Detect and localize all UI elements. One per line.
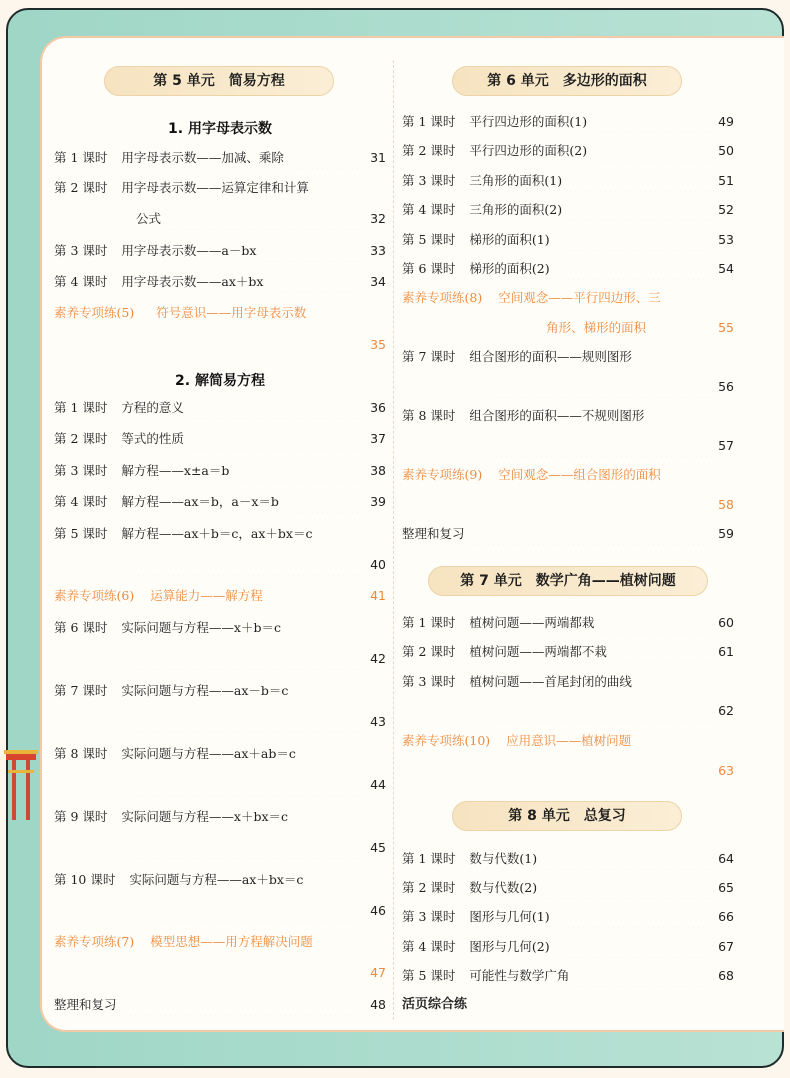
page-number: 56 <box>718 379 734 394</box>
leader-dots <box>600 612 712 634</box>
lesson-label: 第 2 课时 <box>402 880 456 895</box>
leader-dots <box>186 334 364 356</box>
toc-entry-continued[interactable] <box>402 376 734 398</box>
lesson-title: 实际问题与方程——x＋bx＝c <box>121 809 289 824</box>
toc-entry[interactable] <box>402 140 734 162</box>
toc-entry[interactable] <box>54 460 386 482</box>
leader-dots <box>154 900 364 922</box>
toc-entry-continued[interactable] <box>54 900 386 922</box>
lesson-title: 数与代数(1) <box>469 851 538 866</box>
toc-entry-continued[interactable] <box>54 208 386 230</box>
lesson-title: 三角形的面积(1) <box>469 173 563 188</box>
toc-entry[interactable] <box>54 994 386 1016</box>
lesson-title: 用字母表示数——运算定律和计算 <box>121 180 309 195</box>
page-number: 50 <box>718 143 734 158</box>
practice-title: 空间观念——组合图形的面积 <box>498 467 661 482</box>
toc-entry-continued[interactable] <box>54 554 386 576</box>
column-divider <box>393 60 394 1020</box>
lantern-decoration-icon <box>4 748 38 828</box>
toc-entry[interactable] <box>402 346 734 368</box>
leader-dots <box>534 760 712 782</box>
page-number: 62 <box>718 703 734 718</box>
toc-entry[interactable] <box>402 612 734 634</box>
lesson-title: 整理和复习 <box>402 526 465 541</box>
toc-entry[interactable] <box>402 258 734 280</box>
lesson-label: 第 4 课时 <box>54 494 108 509</box>
practice-entry[interactable] <box>54 931 386 953</box>
practice-entry[interactable] <box>402 464 734 486</box>
page-number: 41 <box>370 588 386 603</box>
lesson-title: 解方程——ax＝b，a－x＝b <box>121 494 279 509</box>
toc-entry[interactable] <box>54 397 386 419</box>
practice-entry-continued[interactable] <box>402 317 734 339</box>
lesson-label: 第 7 课时 <box>54 683 108 698</box>
page-number: 38 <box>370 463 386 478</box>
leader-dots <box>190 428 364 450</box>
toc-entry[interactable] <box>54 147 386 169</box>
practice-title: 空间观念——平行四边形、三 <box>498 290 661 305</box>
page-number: 55 <box>718 320 734 335</box>
lesson-label: 第 1 课时 <box>54 150 108 165</box>
leader-dots <box>136 837 364 859</box>
leader-dots <box>543 848 712 870</box>
section-title: 2. 解简易方程 <box>175 373 265 389</box>
leader-dots <box>186 962 364 984</box>
toc-entry[interactable] <box>54 743 386 765</box>
lesson-label: 第 1 课时 <box>402 851 456 866</box>
page-number: 33 <box>370 243 386 258</box>
leader-dots <box>556 906 712 928</box>
toc-entry[interactable] <box>402 848 734 870</box>
leader-dots <box>534 494 712 516</box>
toc-entry[interactable] <box>402 671 734 693</box>
unit-5-banner: 第 5 单元 简易方程 <box>104 66 334 96</box>
practice-entry[interactable] <box>402 730 734 752</box>
lesson-title: 公式 <box>136 211 162 226</box>
toc-entry-continued[interactable] <box>402 700 734 722</box>
practice-title: 角形、梯形的面积 <box>546 320 647 335</box>
lesson-title: 植树问题——两端都不栽 <box>469 644 607 659</box>
lesson-label: 第 4 课时 <box>402 202 456 217</box>
lesson-title: 解方程——x±a＝b <box>121 463 230 478</box>
toc-entry[interactable] <box>54 491 386 513</box>
unit-7-banner: 第 7 单元 数学广角——植树问题 <box>428 566 708 596</box>
lesson-title: 用字母表示数——加减、乘除 <box>121 150 284 165</box>
lesson-title: 等式的性质 <box>121 431 184 446</box>
unit-6-banner: 第 6 单元 多边形的面积 <box>452 66 682 96</box>
leader-dots <box>269 271 364 293</box>
page-number: 67 <box>718 939 734 954</box>
lesson-label: 第 2 课时 <box>402 644 456 659</box>
lesson-title: 实际问题与方程——x＋b＝c <box>121 620 281 635</box>
page-number: 64 <box>718 851 734 866</box>
lesson-label: 第 10 课时 <box>54 872 116 887</box>
page-number: 68 <box>718 968 734 983</box>
lesson-label: 第 4 课时 <box>54 274 108 289</box>
page-number: 53 <box>718 232 734 247</box>
leader-dots <box>290 147 364 169</box>
practice-label: 素养专项练(5) <box>54 305 135 320</box>
page-number: 31 <box>370 150 386 165</box>
practice-title: 模型思想——用方程解决问题 <box>150 934 313 949</box>
page-number: 59 <box>718 526 734 541</box>
page-number: 52 <box>718 202 734 217</box>
lesson-title: 方程的意义 <box>121 400 184 415</box>
toc-entry[interactable] <box>402 523 734 545</box>
page-number: 45 <box>370 840 386 855</box>
leader-dots <box>543 877 712 899</box>
toc-entry[interactable] <box>54 240 386 262</box>
lesson-title: 用字母表示数——a－bx <box>121 243 257 258</box>
toc-entry[interactable] <box>54 523 386 545</box>
lesson-label: 第 3 课时 <box>402 173 456 188</box>
toc-entry-continued[interactable] <box>402 435 734 457</box>
lesson-label: 第 6 课时 <box>54 620 108 635</box>
practice-label: 素养专项练(6) <box>54 588 135 603</box>
lesson-label: 第 1 课时 <box>402 615 456 630</box>
toc-entry-extra[interactable] <box>402 994 734 1016</box>
practice-entry[interactable] <box>54 585 386 607</box>
lesson-label: 第 4 课时 <box>402 939 456 954</box>
page-number: 39 <box>370 494 386 509</box>
lesson-title: 三角形的面积(2) <box>469 202 563 217</box>
lesson-title: 梯形的面积(2) <box>469 261 550 276</box>
lesson-title: 实际问题与方程——ax＋ab＝c <box>121 746 296 761</box>
leader-dots <box>136 554 364 576</box>
page-number: 44 <box>370 777 386 792</box>
toc-entry[interactable] <box>402 641 734 663</box>
practice-label: 素养专项练(9) <box>402 467 483 482</box>
leader-dots <box>556 258 712 280</box>
page-number: 51 <box>718 173 734 188</box>
practice-entry-continued[interactable] <box>54 962 386 984</box>
page-number: 36 <box>370 400 386 415</box>
lesson-label: 第 7 课时 <box>402 349 456 364</box>
practice-title: 应用意识——植树问题 <box>506 733 632 748</box>
page-number: 43 <box>370 714 386 729</box>
leader-dots <box>123 994 365 1016</box>
lesson-label: 第 5 课时 <box>54 526 108 541</box>
lesson-label: 第 3 课时 <box>402 909 456 924</box>
practice-entry-continued[interactable] <box>402 760 734 782</box>
page-number: 48 <box>370 997 386 1012</box>
leader-dots <box>235 460 364 482</box>
lesson-label: 第 2 课时 <box>54 180 108 195</box>
lesson-title: 整理和复习 <box>54 997 117 1012</box>
practice-entry-continued[interactable] <box>54 334 386 356</box>
practice-label: 素养专项练(10) <box>402 733 491 748</box>
leader-dots <box>613 641 712 663</box>
lesson-label: 第 3 课时 <box>54 243 108 258</box>
toc-entry[interactable] <box>54 177 386 199</box>
toc-entry-continued[interactable] <box>54 711 386 733</box>
leader-dots <box>556 936 712 958</box>
practice-entry[interactable] <box>54 302 386 324</box>
lesson-title: 可能性与数学广角 <box>469 968 570 983</box>
page-number: 61 <box>718 644 734 659</box>
lesson-title: 平行四边形的面积(1) <box>469 114 588 129</box>
practice-label: 素养专项练(8) <box>402 290 483 305</box>
leader-dots <box>136 711 364 733</box>
lesson-label: 第 8 课时 <box>402 408 456 423</box>
lesson-title: 组合图形的面积——规则图形 <box>469 349 632 364</box>
lesson-title: 组合图形的面积——不规则图形 <box>469 408 645 423</box>
toc-entry[interactable] <box>402 936 734 958</box>
lesson-label: 第 6 课时 <box>402 261 456 276</box>
leader-dots <box>484 376 712 398</box>
toc-entry[interactable] <box>402 170 734 192</box>
page-number: 34 <box>370 274 386 289</box>
leader-dots <box>556 229 712 251</box>
leader-dots <box>167 208 364 230</box>
toc-entry[interactable] <box>402 965 734 987</box>
page-number: 42 <box>370 651 386 666</box>
toc-entry-continued[interactable] <box>54 648 386 670</box>
leader-dots <box>269 585 364 607</box>
practice-entry-continued[interactable] <box>402 494 734 516</box>
toc-entry[interactable] <box>54 271 386 293</box>
leader-dots <box>285 491 364 513</box>
toc-entry[interactable] <box>54 869 386 891</box>
page-number: 32 <box>370 211 386 226</box>
leader-dots <box>568 199 712 221</box>
leader-dots <box>136 648 364 670</box>
page-number: 47 <box>370 965 386 980</box>
practice-title: 运算能力——解方程 <box>150 588 263 603</box>
page-number: 60 <box>718 615 734 630</box>
toc-entry[interactable] <box>402 405 734 427</box>
page-number: 65 <box>718 880 734 895</box>
toc-entry[interactable] <box>402 111 734 133</box>
toc-entry-continued[interactable] <box>54 837 386 859</box>
page-number: 57 <box>718 438 734 453</box>
leader-dots <box>568 170 712 192</box>
page-number: 35 <box>370 337 386 352</box>
toc-entry[interactable] <box>402 877 734 899</box>
leader-dots <box>136 774 364 796</box>
leader-dots <box>262 240 364 262</box>
lesson-title: 图形与几何(1) <box>469 909 550 924</box>
lesson-label: 第 5 课时 <box>402 968 456 983</box>
lesson-label: 第 8 课时 <box>54 746 108 761</box>
toc-entry[interactable] <box>54 680 386 702</box>
lesson-title: 植树问题——两端都栽 <box>469 615 595 630</box>
lesson-label: 第 2 课时 <box>402 143 456 158</box>
lesson-label: 第 5 课时 <box>402 232 456 247</box>
leader-dots <box>593 140 712 162</box>
leader-dots <box>484 700 712 722</box>
leader-dots <box>575 965 712 987</box>
page-number: 46 <box>370 903 386 918</box>
toc-entry[interactable] <box>402 906 734 928</box>
lesson-label: 第 2 课时 <box>54 431 108 446</box>
page-number: 54 <box>718 261 734 276</box>
lesson-title: 解方程——ax＋b＝c，ax＋bx＝c <box>121 526 313 541</box>
toc-entry[interactable] <box>54 617 386 639</box>
toc-entry[interactable] <box>54 806 386 828</box>
practice-entry[interactable] <box>402 287 734 309</box>
page-number: 58 <box>718 497 734 512</box>
unit-8-banner: 第 8 单元 总复习 <box>452 801 682 831</box>
lesson-label: 第 3 课时 <box>54 463 108 478</box>
lesson-label: 第 9 课时 <box>54 809 108 824</box>
page-number: 63 <box>718 763 734 778</box>
leader-dots <box>593 111 712 133</box>
toc-entry[interactable] <box>402 229 734 251</box>
lesson-title: 平行四边形的面积(2) <box>469 143 588 158</box>
lesson-title: 实际问题与方程——ax＋bx＝c <box>129 872 304 887</box>
lesson-label: 第 3 课时 <box>402 674 456 689</box>
lesson-title: 用字母表示数——ax＋bx <box>121 274 264 289</box>
lesson-title: 植树问题——首尾封闭的曲线 <box>469 674 632 689</box>
leader-dots <box>652 317 712 339</box>
page-number: 37 <box>370 431 386 446</box>
toc-entry[interactable] <box>402 199 734 221</box>
page-number: 66 <box>718 909 734 924</box>
page-number: 49 <box>718 114 734 129</box>
lesson-title: 图形与几何(2) <box>469 939 550 954</box>
extra-practice-label: 活页综合练 <box>402 997 468 1012</box>
lesson-label: 第 1 课时 <box>402 114 456 129</box>
leader-dots <box>471 523 713 545</box>
toc-entry-continued[interactable] <box>54 774 386 796</box>
lesson-label: 第 1 课时 <box>54 400 108 415</box>
lesson-title: 数与代数(2) <box>469 880 538 895</box>
page-number: 40 <box>370 557 386 572</box>
toc-entry[interactable] <box>54 428 386 450</box>
lesson-title: 梯形的面积(1) <box>469 232 550 247</box>
practice-title: 符号意识——用字母表示数 <box>156 305 307 320</box>
practice-label: 素养专项练(7) <box>54 934 135 949</box>
section-title: 1. 用字母表示数 <box>168 121 272 137</box>
leader-dots <box>484 435 712 457</box>
leader-dots <box>190 397 364 419</box>
lesson-title: 实际问题与方程——ax－b＝c <box>121 683 289 698</box>
